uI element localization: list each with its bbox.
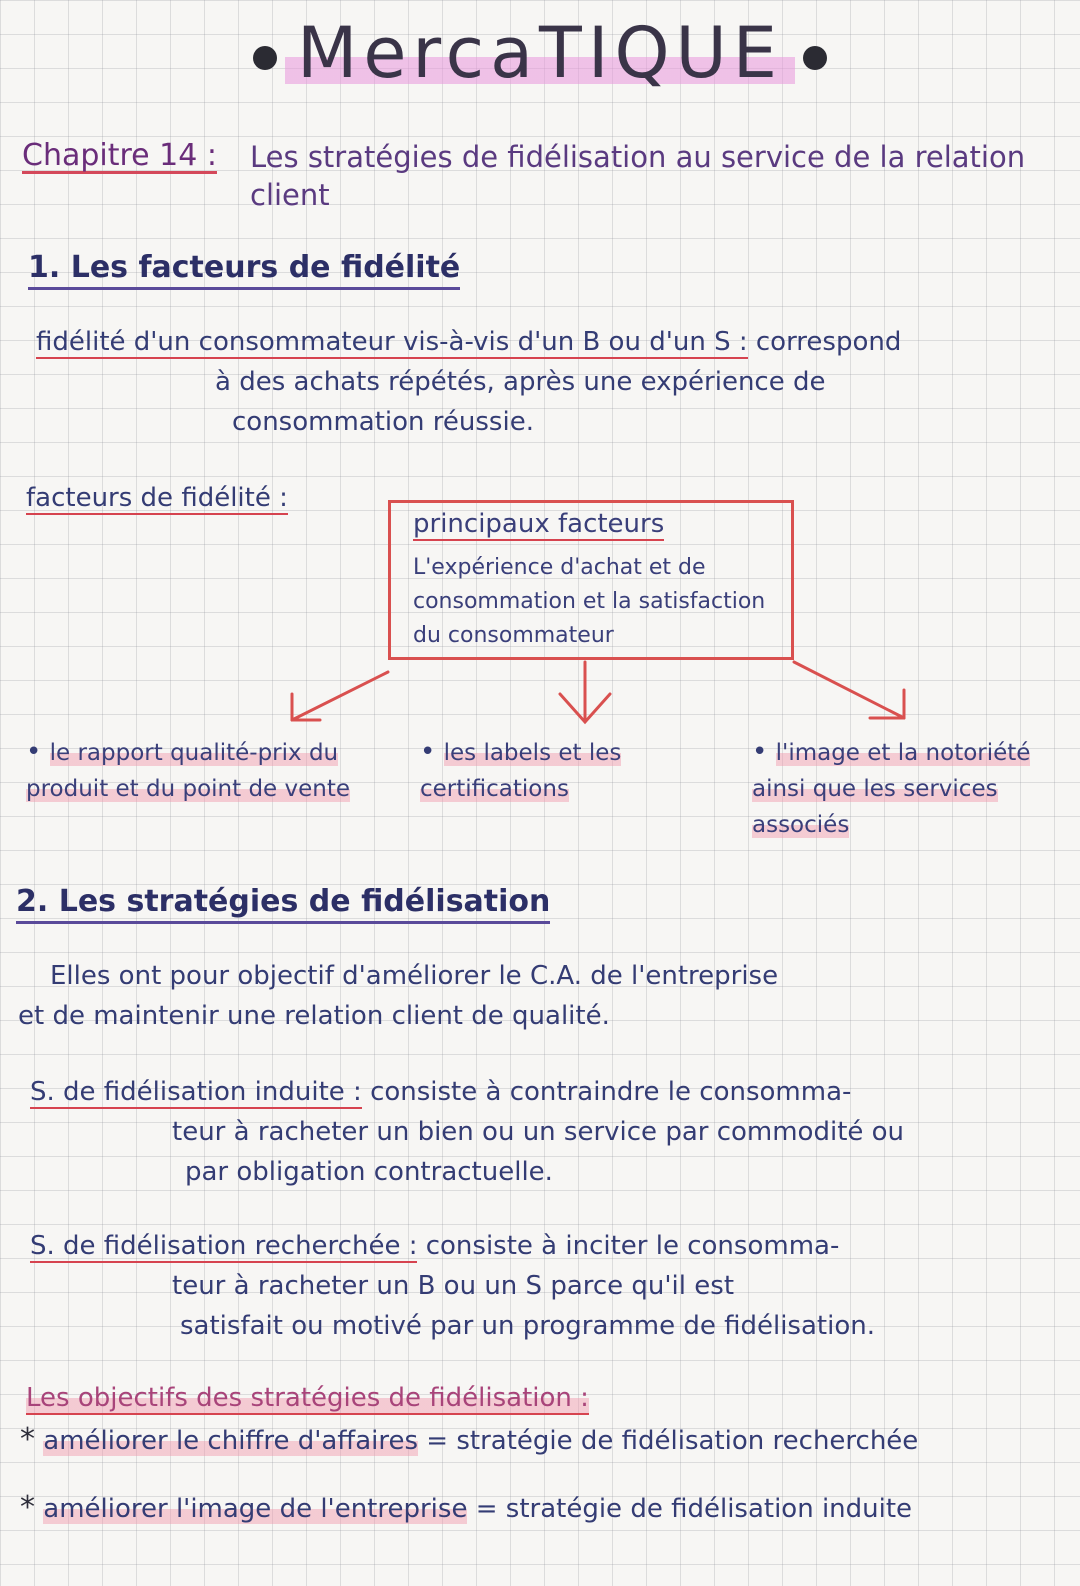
objective-row: * améliorer l'image de l'entreprise = stratégie de fidélisation induite: [20, 1490, 913, 1525]
intro-line-1: Elles ont pour objectif d'améliorer le C.A. de l'entreprise: [50, 961, 779, 991]
branch-labels: • les labels et les certifications: [420, 737, 622, 802]
intro-line-2: et de maintenir une relation client de qualité.: [18, 1001, 610, 1031]
induite-term: S. de fidélisation induite :: [30, 1077, 362, 1107]
asterisk-icon: *: [20, 1490, 35, 1525]
asterisk-icon: *: [20, 1422, 35, 1457]
recherchee-line-1: consiste à inciter le consomma-: [425, 1231, 840, 1261]
induite-line-3: par obligation contractuelle.: [185, 1157, 553, 1187]
objective-row: * améliorer le chiffre d'affaires = stratégie de fidélisation recherchée: [20, 1422, 919, 1457]
induite-line-1: consiste à contraindre le consomma-: [370, 1077, 852, 1107]
objectives-heading: Les objectifs des stratégies de fidélisation :: [26, 1383, 589, 1413]
box-body: L'expérience d'achat et de consommation et la satisfaction du consommateur: [413, 555, 766, 648]
induite-line-2: teur à racheter un bien ou un service par commodité ou: [172, 1117, 905, 1147]
box-title: principaux facteurs: [413, 509, 665, 539]
recherchee-line-3: satisfait ou motivé par un programme de fidélisation.: [180, 1311, 875, 1341]
chapter-label: Chapitre 14 :: [22, 138, 217, 173]
chapter-title: Les stratégies de fidélisation au service de la relation client: [250, 140, 1026, 212]
section2-heading: 2. Les stratégies de fidélisation: [16, 884, 550, 924]
definition-text-3: consommation réussie.: [232, 407, 534, 437]
arrow-left-line: [292, 672, 388, 720]
definition-term: fidélité d'un consommateur vis-à-vis d'un B ou d'un S :: [36, 327, 748, 357]
branch-image: • l'image et la notoriété ainsi que les services associés: [752, 737, 1031, 838]
branch-quality-price: • le rapport qualité-prix du produit et du point de vente: [26, 737, 351, 802]
definition-text-1: correspond: [755, 327, 902, 357]
section1-heading: 1. Les facteurs de fidélité: [28, 250, 460, 290]
recherchee-line-2: teur à racheter un B ou un S parce qu'il est: [172, 1271, 735, 1301]
page-title: MercaTIQUE: [0, 8, 1080, 98]
definition-text-2: à des achats répétés, après une expérience de: [215, 367, 826, 397]
arrow-right-line: [794, 662, 904, 718]
recherchee-term: S. de fidélisation recherchée :: [30, 1231, 418, 1261]
arrows-diagram: [0, 0, 1080, 760]
factors-label: facteurs de fidélité :: [26, 483, 288, 513]
